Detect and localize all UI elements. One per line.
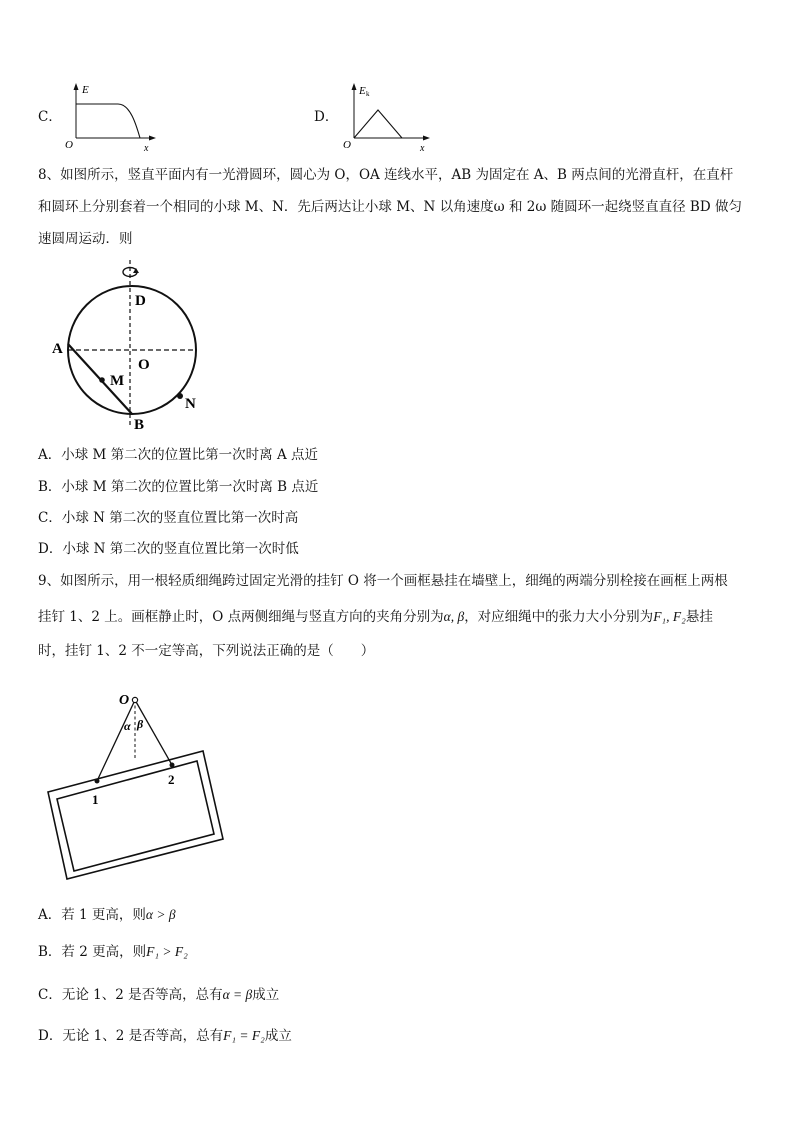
q9-option-c-suffix: 成立 — [252, 987, 280, 1003]
ball-n — [177, 393, 183, 399]
q9-option-a — [38, 903, 176, 923]
q9-line2-text-c: 悬挂 — [685, 609, 713, 625]
y-label: E — [82, 84, 89, 96]
x-label: x — [144, 143, 149, 152]
q9-figure — [40, 688, 230, 888]
ball-m — [99, 377, 105, 383]
q8-line1: 8、如图所示，竖直平面内有一光滑圆环，圆心为 O，OA 连线水平，AB 为固定在 A、B 两点间的光滑直杆，在直杆 — [38, 167, 734, 183]
label-alpha: α — [124, 719, 131, 733]
q9-line2-text-a: 挂钉 1、2 上。画框静止时，O 点两侧细绳与竖直方向的夹角分别为 — [38, 609, 444, 625]
string-left — [97, 700, 135, 781]
label-beta: β — [137, 717, 144, 731]
origin-label: O — [343, 139, 351, 151]
energy-curve — [76, 104, 140, 138]
label-d: D — [135, 293, 146, 309]
origin-label: O — [65, 139, 73, 151]
y-axis-arrow — [74, 83, 79, 90]
x-axis-arrow — [423, 136, 430, 141]
y-label-sub: k — [366, 90, 370, 98]
q8-option-a: A．小球 M 第二次的位置比第一次时离 A 点近 — [38, 447, 318, 463]
q9-line1: 9、如图所示，用一根轻质细绳跨过固定光滑的挂钉 O 将一个画框悬挂在墙壁上，细绳的两端分别栓接在画框上两根 — [38, 573, 728, 589]
label-n: N — [185, 396, 196, 412]
q8-option-d: D．小球 N 第二次的竖直位置比第一次时低 — [38, 541, 299, 557]
q9-option-b — [38, 940, 188, 960]
q9-option-c-math: α = β — [222, 987, 253, 1002]
q9-option-b-text: B．若 2 更高，则 — [38, 944, 147, 960]
label-o: O — [119, 693, 130, 708]
label-nail-1: 1 — [92, 792, 99, 807]
option-d-graph — [340, 80, 440, 152]
q8-line2: 和圆环上分别套着一个相同的小球 M、N．先后两达让小球 M、N 以角速度ω 和 2ω 随圆环一起绕竖直直径 BD 做匀 — [38, 199, 742, 215]
q8-option-c: C．小球 N 第二次的竖直位置比第一次时高 — [38, 510, 299, 526]
nail-1 — [95, 779, 100, 784]
q9-line2-math-angles: α, β — [443, 609, 465, 624]
label-a: A — [52, 341, 63, 357]
q9-line2-text-b: ，对应细绳中的张力大小分别为 — [464, 609, 654, 625]
q8-line3: 速圆周运动．则 — [38, 231, 133, 247]
nail-2 — [170, 763, 175, 768]
label-o: O — [138, 357, 150, 373]
label-b: B — [134, 417, 145, 433]
q9-option-b-math: F₁ > F₂ — [146, 944, 188, 959]
frame-outer — [48, 751, 223, 879]
q9-line2-math-forces: F₁, F₂ — [653, 609, 686, 624]
string-right — [135, 700, 172, 765]
energy-triangle — [354, 110, 402, 138]
q9-option-d-suffix: 成立 — [264, 1028, 292, 1044]
y-label: E — [359, 85, 366, 97]
q8-figure — [50, 258, 220, 440]
x-axis-arrow — [149, 136, 156, 141]
q8-option-b: B．小球 M 第二次的位置比第一次时离 B 点近 — [38, 479, 319, 495]
q9-option-d — [38, 1024, 292, 1044]
label-nail-2: 2 — [168, 772, 175, 787]
x-label: x — [420, 143, 425, 152]
q9-line2 — [38, 605, 713, 625]
option-c-label: C． — [38, 109, 62, 125]
q9-option-d-math: F₁ = F₂ — [223, 1028, 265, 1043]
q9-option-c-text: C．无论 1、2 是否等高，总有 — [38, 987, 223, 1003]
q9-line3: 时，挂钉 1、2 不一定等高，下列说法正确的是（ ） — [38, 643, 375, 659]
q9-option-a-text: A．若 1 更高，则 — [38, 907, 146, 923]
option-c-graph — [60, 80, 160, 152]
option-d-label: D． — [314, 109, 339, 125]
nail-o — [132, 697, 137, 702]
label-m: M — [110, 373, 125, 389]
q9-option-a-math: α > β — [145, 907, 176, 922]
q9-option-d-text: D．无论 1、2 是否等高，总有 — [38, 1028, 224, 1044]
frame-inner — [57, 761, 214, 871]
y-axis-arrow — [352, 83, 357, 90]
q9-option-c — [38, 983, 279, 1003]
